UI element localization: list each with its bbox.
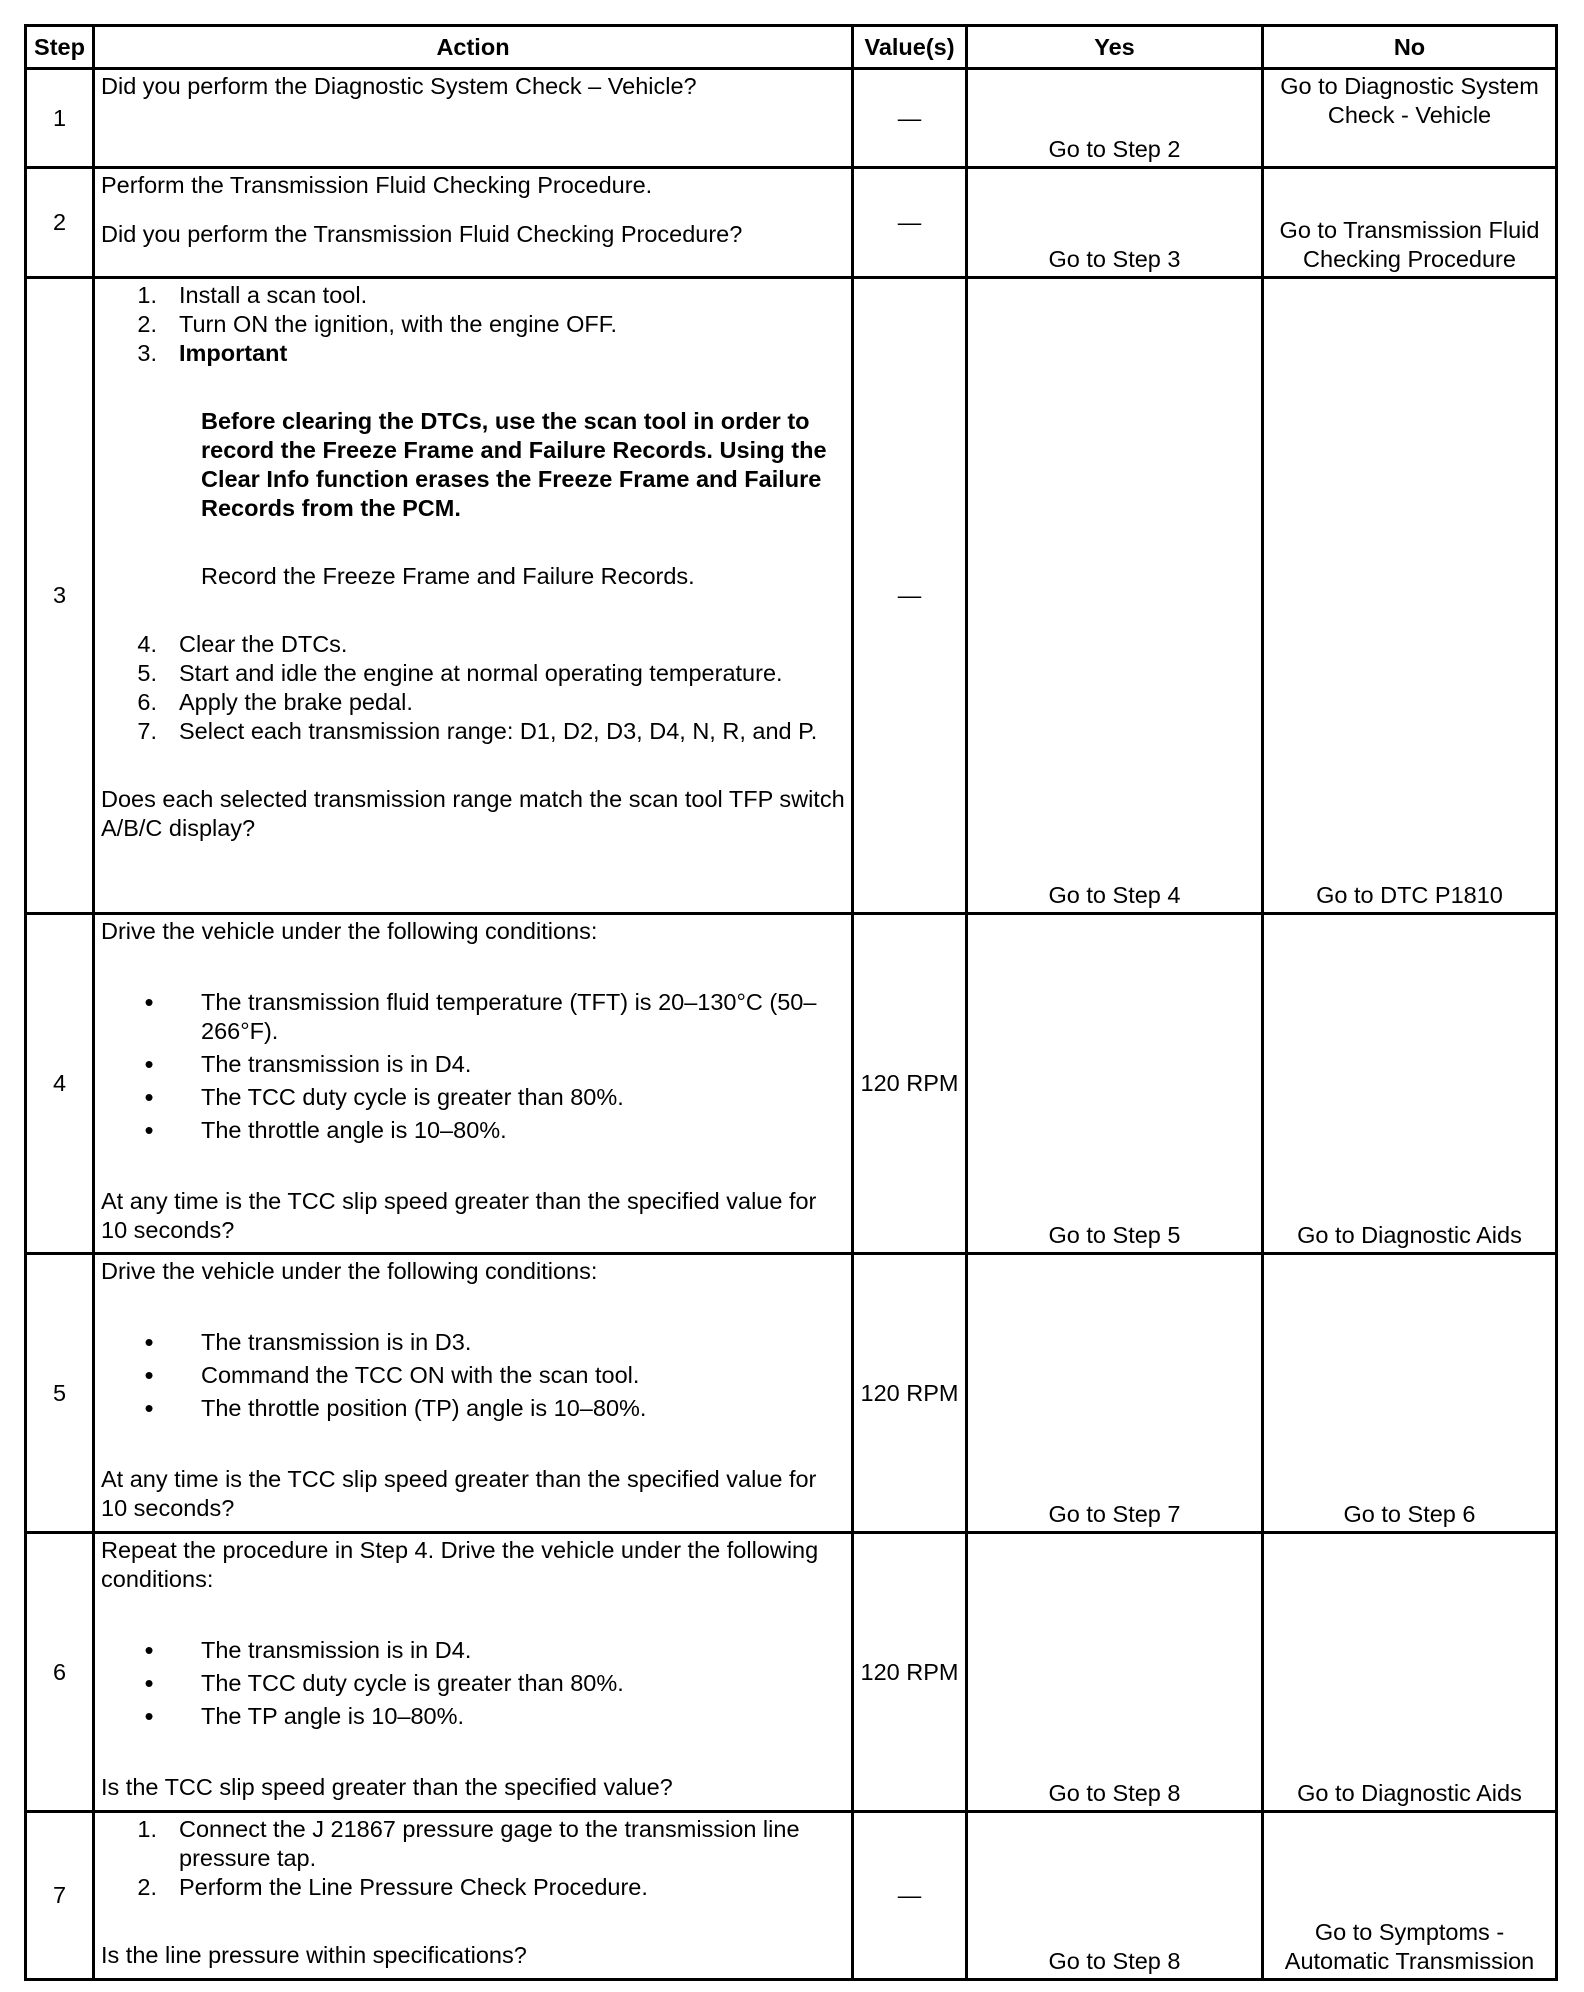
action-intro: Drive the vehicle under the following conditions: [101,918,598,944]
no-cell: Go to Diagnostic Aids [1263,1533,1557,1812]
bullet-icon: • [144,1082,154,1112]
header-no: No [1263,26,1557,69]
header-values: Value(s) [853,26,967,69]
table-row [26,1812,1557,1980]
list-item: 2. Turn ON the ignition, with the engine OFF. [137,311,618,337]
no-cell: Go to DTC P1810 [1263,278,1557,914]
value-cell: — [853,278,967,914]
bullet-icon: • [144,1360,154,1390]
bullet-icon: • [144,1393,154,1423]
step-number: 1 [26,69,94,168]
list-item: 3. Important [101,339,845,368]
action-cell [94,1533,853,1812]
list-item: • The transmission is in D4. [101,1050,845,1079]
action-question: Is the line pressure within specifications? [101,1942,527,1968]
important-note: Before clearing the DTCs, use the scan tool in order to record the Freeze Frame and Failure Records. Using the Clear Info function erases the Freeze Frame and Failure Records from the PCM. [201,408,827,521]
yes-cell: Go to Step 5 [967,914,1263,1254]
action-cell [94,278,853,914]
yes-cell: Go to Step 7 [967,1254,1263,1533]
diagnostic-table-container [24,24,1558,1981]
important-heading: Important [179,340,288,366]
bullet-icon: • [144,1701,154,1731]
no-cell: Go to Symptoms - Automatic Transmission [1263,1812,1557,1980]
header-action: Action [94,26,853,69]
value-cell: — [853,168,967,278]
yes-cell: Go to Step 8 [967,1812,1263,1980]
bullet-icon: • [144,1635,154,1665]
list-item: 1. Install a scan tool. [137,282,368,308]
yes-cell: Go to Step 2 [967,69,1263,168]
action-question: At any time is the TCC slip speed greater than the specified value for 10 seconds? [101,1466,817,1521]
list-item: 4. Clear the DTCs. [137,631,348,657]
header-step: Step [26,26,94,69]
bullet-icon: • [144,987,154,1017]
list-item: 1. Connect the J 21867 pressure gage to the transmission line pressure tap. [137,1816,800,1871]
step-number: 3 [26,278,94,914]
step-number: 5 [26,1254,94,1533]
list-item: • Command the TCC ON with the scan tool. [101,1361,845,1390]
bullet-icon: • [144,1668,154,1698]
action-intro: Repeat the procedure in Step 4. Drive the vehicle under the following conditions: [101,1537,819,1592]
list-item: • The TCC duty cycle is greater than 80%. [101,1669,845,1698]
diagnostic-table [24,24,1558,1981]
action-question: Is the TCC slip speed greater than the specified value? [101,1774,673,1800]
list-item: • The TP angle is 10–80%. [101,1702,845,1731]
action-cell [94,1812,853,1980]
list-item: 2. Perform the Line Pressure Check Procedure. [137,1874,648,1900]
action-intro: Perform the Transmission Fluid Checking Procedure. [101,172,653,198]
list-item: 6. Apply the brake pedal. [137,689,413,715]
list-item: • The transmission is in D3. [101,1328,845,1357]
table-row [26,168,1557,278]
action-question: Did you perform the Diagnostic System Check – Vehicle? [101,73,697,99]
list-item: • The transmission fluid temperature (TFT) is 20–130°C (50–266°F). [101,988,845,1046]
step-number: 2 [26,168,94,278]
table-row [26,914,1557,1254]
action-cell [94,914,853,1254]
list-item: 7. Select each transmission range: D1, D2, D3, D4, N, R, and P. [137,718,818,744]
value-cell: 120 RPM [853,1254,967,1533]
action-cell [94,168,853,278]
yes-cell: Go to Step 8 [967,1533,1263,1812]
action-cell [94,1254,853,1533]
no-cell: Go to Diagnostic Aids [1263,914,1557,1254]
action-question: At any time is the TCC slip speed greater than the specified value for 10 seconds? [101,1188,817,1243]
list-item: 5. Start and idle the engine at normal operating temperature. [137,660,783,686]
yes-cell: Go to Step 4 [967,278,1263,914]
bullet-icon: • [144,1327,154,1357]
header-yes: Yes [967,26,1263,69]
action-cell [94,69,853,168]
table-row [26,69,1557,168]
list-item: • The throttle angle is 10–80%. [101,1116,845,1145]
action-question: Did you perform the Transmission Fluid Checking Procedure? [101,221,743,247]
bullet-icon: • [144,1115,154,1145]
header-row [26,26,1557,69]
no-cell: Go to Diagnostic System Check - Vehicle [1263,69,1557,168]
yes-cell: Go to Step 3 [967,168,1263,278]
action-intro: Drive the vehicle under the following conditions: [101,1258,598,1284]
step-number: 4 [26,914,94,1254]
no-cell: Go to Step 6 [1263,1254,1557,1533]
action-question: Does each selected transmission range match the scan tool TFP switch A/B/C display? [101,786,845,841]
record-instruction: Record the Freeze Frame and Failure Records. [201,563,695,589]
bullet-icon: • [144,1049,154,1079]
value-cell: — [853,1812,967,1980]
list-item: • The throttle position (TP) angle is 10–80%. [101,1394,845,1423]
step-number: 7 [26,1812,94,1980]
table-row [26,278,1557,914]
value-cell: 120 RPM [853,1533,967,1812]
table-row [26,1254,1557,1533]
list-item: • The transmission is in D4. [101,1636,845,1665]
no-cell: Go to Transmission Fluid Checking Procedure [1263,168,1557,278]
value-cell: 120 RPM [853,914,967,1254]
list-item: • The TCC duty cycle is greater than 80%. [101,1083,845,1112]
value-cell: — [853,69,967,168]
table-row [26,1533,1557,1812]
step-number: 6 [26,1533,94,1812]
